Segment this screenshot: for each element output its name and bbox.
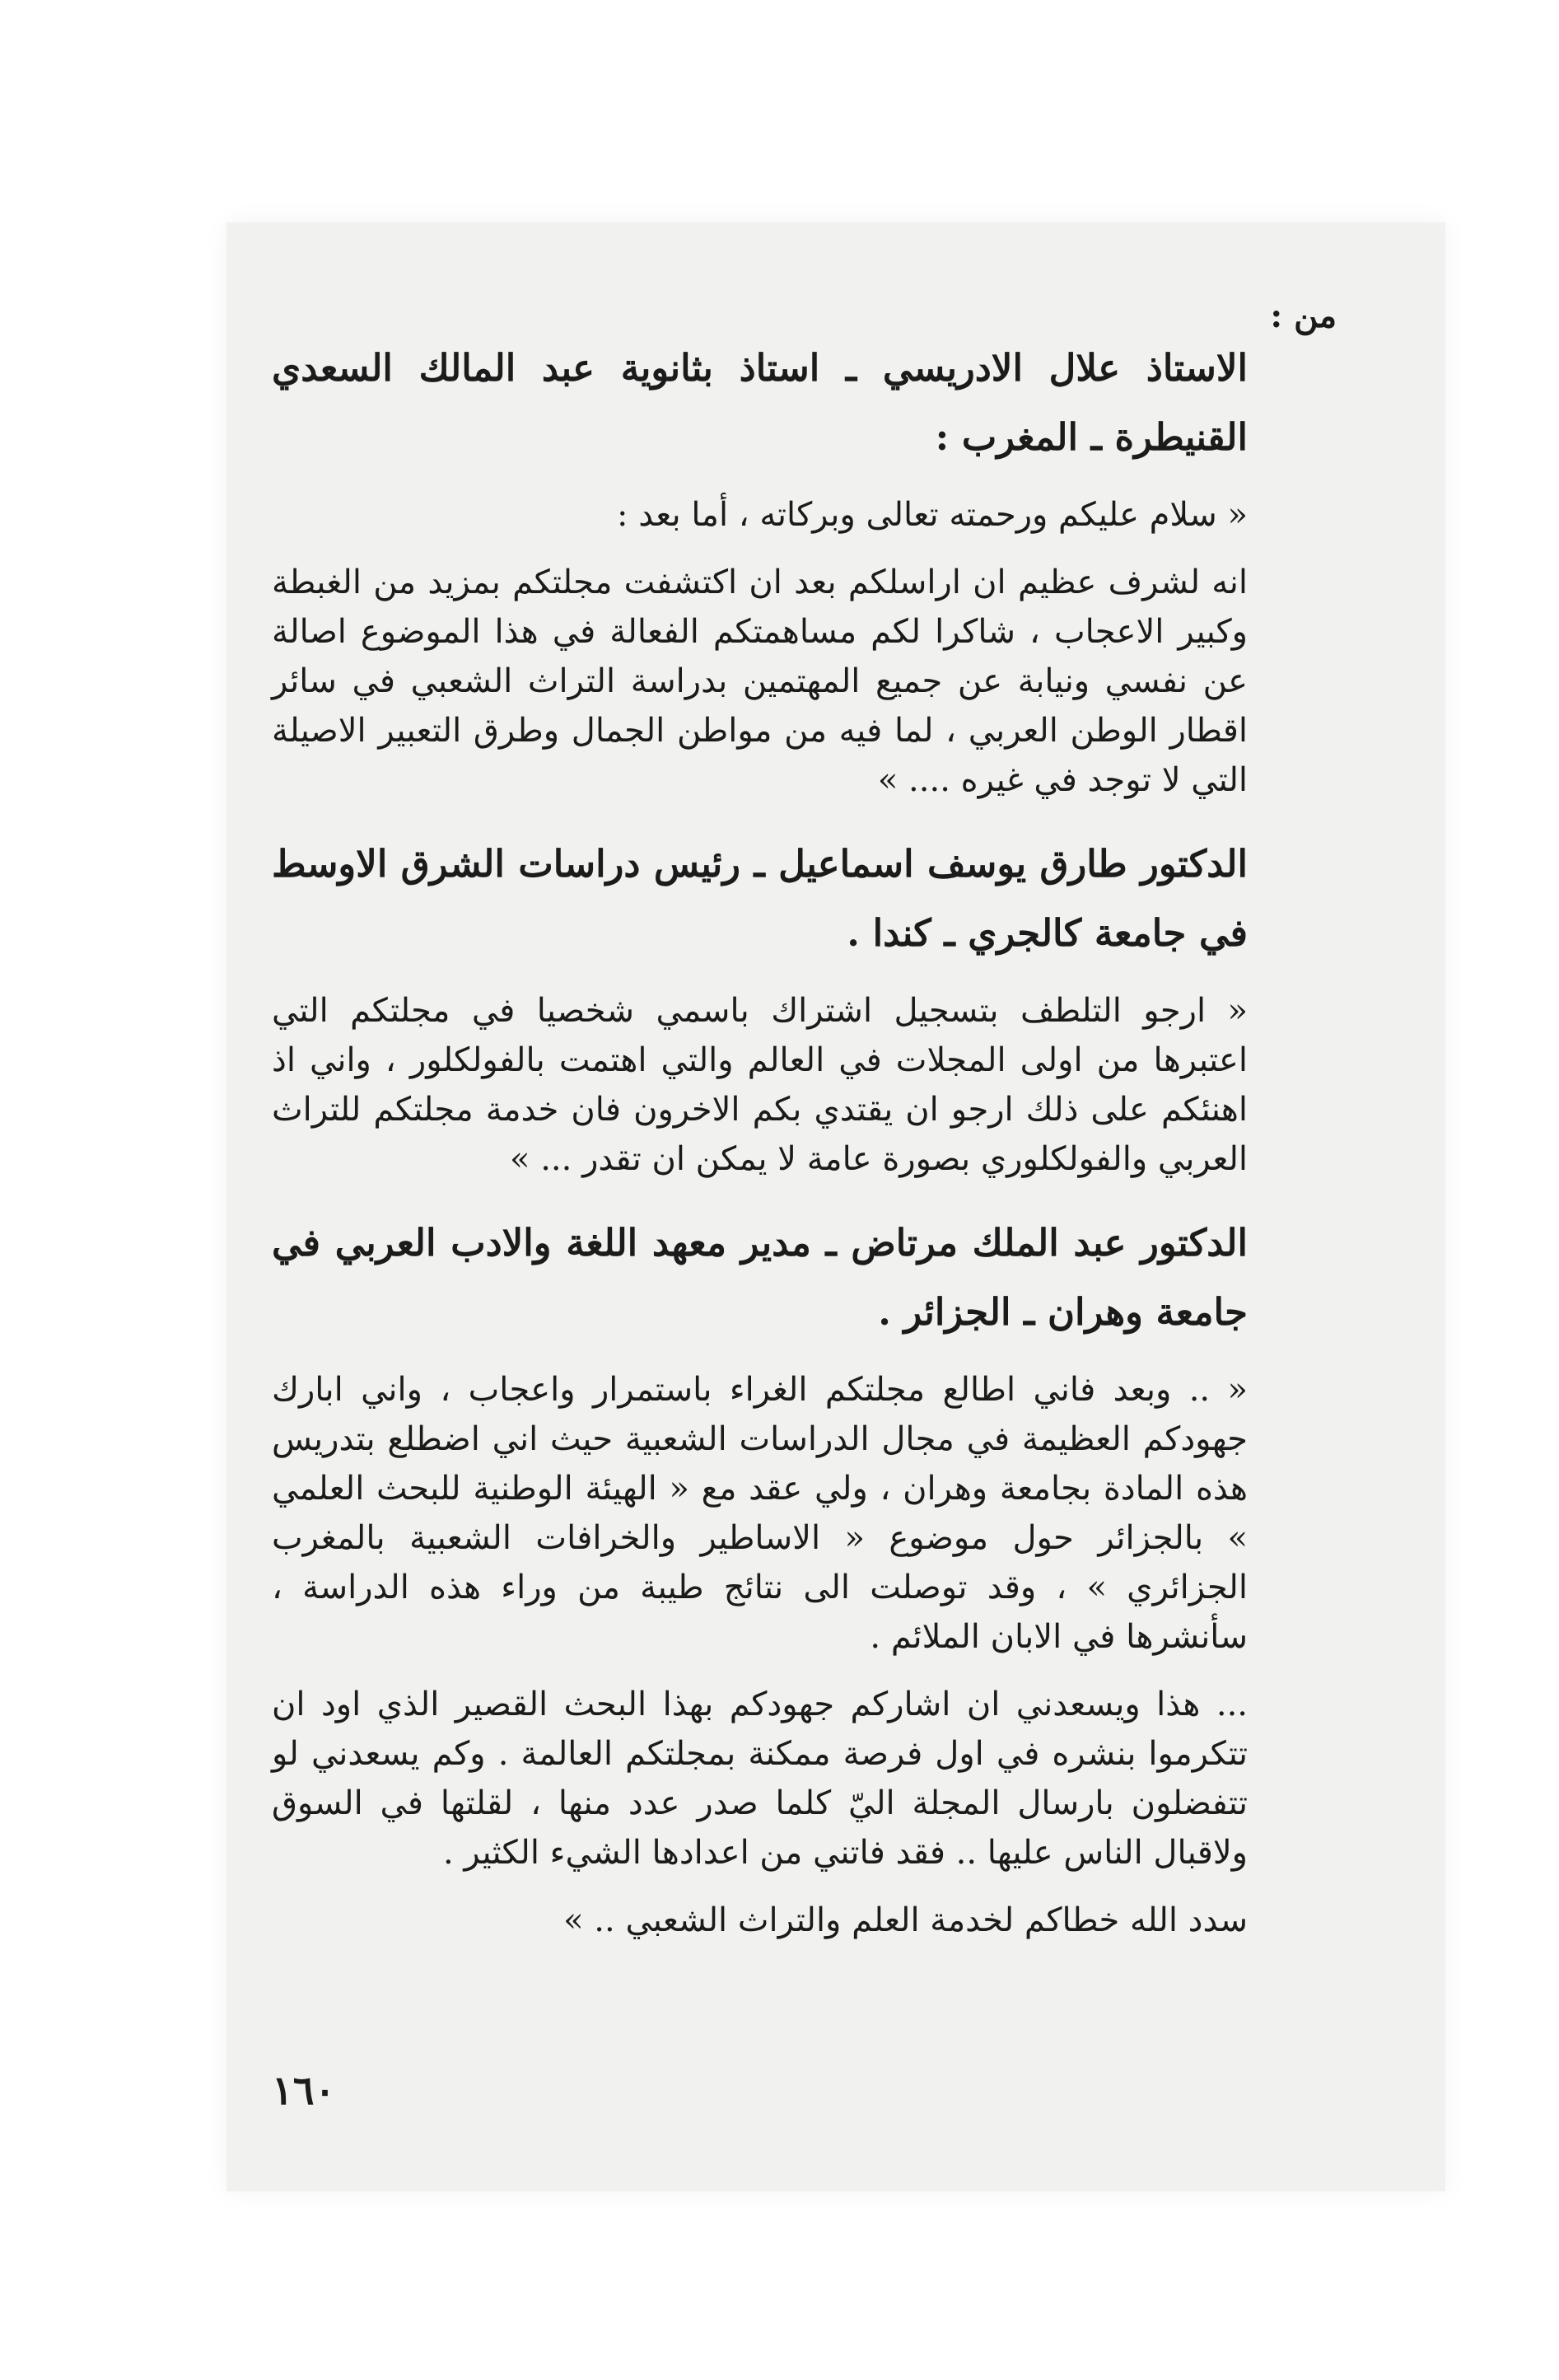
letter-2-heading: الدكتور طارق يوسف اسماعيل ـ رئيس دراسات الشرق الاوسط في جامعة كالجري ـ كندا .: [272, 842, 1248, 955]
letter-3-heading: الدكتور عبد الملك مرتاض ـ مدير معهد اللغة والادب العربي في جامعة وهران ـ الجزائر .: [272, 1221, 1248, 1334]
letter-3-closing: سدد الله خطاكم لخدمة العلم والتراث الشعبي .. »: [563, 1901, 1248, 1939]
letter-1-greeting: « سلام عليكم ورحمته تعالى وبركاته ، أما بعد :: [617, 496, 1248, 534]
page-number: ١٦٠: [272, 2068, 336, 2114]
letter-3-body-2: ... هذا ويسعدني ان اشاركم جهودكم بهذا البحث القصير الذي اود ان تتكرموا بنشره في اول فرصة ممكنة بمجلتكم العالمة . وكم يسعدني لو تتفضلون بارسال المجلة اليّ كلما صدر عدد منها ، لقلتها في السوق ولاقبال الناس عليها .. فقد فاتني من اعدادها الشيء الكثير .: [272, 1686, 1249, 1872]
from-label: من :: [1270, 297, 1337, 335]
letters-text: [272, 280, 1248, 1945]
letter-1-body: انه لشرف عظيم ان اراسلكم بعد ان اكتشفت مجلتكم بمزيد من الغبطة وكبير الاعجاب ، شاكرا لكم مساهمتكم الفعالة في هذا الموضوع اصالة عن نفسي ونيابة عن جميع المهتمين بدراسة التراث الشعبي في سائر اقطار الوطن العربي ، لما فيه من مواطن الجمال وطرق التعبير الاصيلة التي لا توجد في غيره .... »: [272, 563, 1248, 799]
letter-2-body: « ارجو التلطف بتسجيل اشتراك باسمي شخصيا في مجلتكم التي اعتبرها من اولى المجلات في العالم والتي اهتمت بالفولكلور ، واني اذ اهنئكم على ذلك ارجو ان يقتدي بكم الاخرون فان خدمة مجلتكم للتراث العربي والفولكلوري بصورة عامة لا يمكن ان تقدر ... »: [272, 992, 1249, 1178]
letter-3-body-1: « .. وبعد فاني اطالع مجلتكم الغراء باستمرار واعجاب ، واني ابارك جهودكم العظيمة في مجال الدراسات الشعبية حيث اني اضطلع بتدريس هذه المادة بجامعة وهران ، ولي عقد مع « الهيئة الوطنية للبحث العلمي » بالجزائر حول موضوع « الاساطير والخرافات الشعبية بالمغرب الجزائري » ، وقد توصلت الى نتائج طيبة من وراء هذه الدراسة ، سأنشرها في الابان الملائم .: [272, 1371, 1248, 1656]
letter-1-heading: الاستاذ علال الادريسي ـ استاذ بثانوية عبد المالك السعدي القنيطرة ـ المغرب :: [272, 346, 1248, 459]
